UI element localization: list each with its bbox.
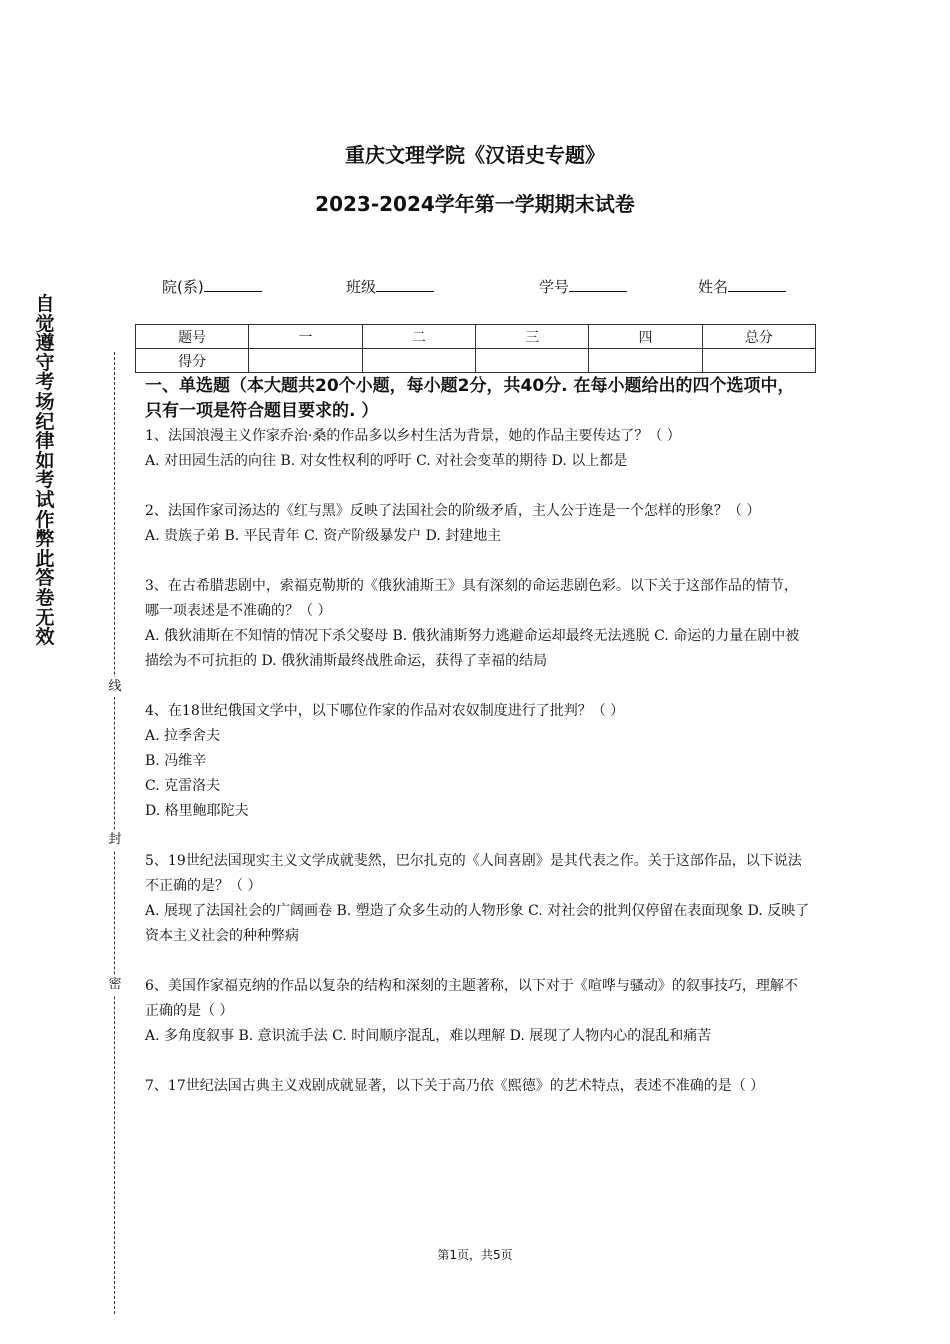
exam-title: 重庆文理学院《汉语史专题》: [345, 143, 605, 167]
class-blank[interactable]: [376, 277, 434, 292]
question-stem: 2、法国作家司汤达的《红与黑》反映了法国社会的阶级矛盾，主人公于连是一个怎样的形象？（ ）: [145, 503, 761, 519]
score-table: [135, 324, 816, 373]
name-field[interactable]: [698, 276, 786, 297]
question-stem: 7、17世纪法国古典主义戏剧成就显著，以下关于高乃依《熙德》的艺术特点，表述不准确的是（ ）: [145, 1078, 765, 1094]
score-header-cell: 总分: [702, 325, 815, 349]
score-table-score-row: [136, 349, 816, 373]
student-id-blank[interactable]: [569, 277, 627, 292]
department-field[interactable]: [162, 276, 262, 297]
score-header-cell: 二: [362, 325, 475, 349]
department-blank[interactable]: [204, 277, 262, 292]
student-id-field[interactable]: [539, 276, 627, 297]
question-options: A. 俄狄浦斯在不知情的情况下杀父娶母 B. 俄狄浦斯努力逃避命运却最终无法逃脱 C. 命运的力量在剧中被描绘为不可抗拒的 D. 俄狄浦斯最终战胜命运，获得了幸福的结局: [145, 628, 800, 669]
question-option: A. 拉季舍夫: [145, 728, 221, 744]
question-stem: 4、在18世纪俄国文学中，以下哪位作家的作品对农奴制度进行了批判？（ ）: [145, 703, 625, 719]
name-blank[interactable]: [728, 277, 786, 292]
question-stem: 3、在古希腊悲剧中，索福克勒斯的《俄狄浦斯王》具有深刻的命运悲剧色彩。以下关于这部作品的情节，哪一项表述是不准确的？（ ）: [145, 578, 798, 619]
cut-label-seal: 封: [106, 830, 124, 850]
question: [145, 499, 810, 549]
question: [145, 699, 810, 824]
score-cell[interactable]: [589, 349, 702, 373]
score-header-cell: 题号: [136, 325, 249, 349]
score-cell[interactable]: [362, 349, 475, 373]
question-stem: 5、19世纪法国现实主义文学成就斐然，巴尔扎克的《人间喜剧》是其代表之作。关于这部作品，以下说法不正确的是？（ ）: [145, 853, 802, 894]
question: [145, 849, 810, 949]
question: [145, 1074, 810, 1099]
question-stem: 1、法国浪漫主义作家乔治·桑的作品多以乡村生活为背景，她的作品主要传达了？（ ）: [145, 428, 681, 444]
page-footer: 第1页，共5页: [437, 1248, 513, 1262]
score-header-cell: 四: [589, 325, 702, 349]
question-options: A. 多角度叙事 B. 意识流手法 C. 时间顺序混乱，难以理解 D. 展现了人物内心的混乱和痛苦: [145, 1028, 712, 1044]
student-info-row: [0, 276, 950, 298]
question: [145, 974, 810, 1049]
question-option: C. 克雷洛夫: [145, 778, 221, 794]
department-label: 院(系): [162, 278, 204, 296]
student-id-label: 学号: [539, 278, 570, 296]
question-option: B. 冯维辛: [145, 753, 207, 769]
question-option: D. 格里鲍耶陀夫: [145, 803, 249, 819]
exam-content: [145, 374, 810, 1099]
cut-label-secret: 密: [106, 975, 124, 995]
section-title: 一、单选题（本大题共20个小题，每小题2分，共40分. 在每小题给出的四个选项中，只有一项是符合题目要求的. ）: [145, 376, 795, 421]
name-label: 姓名: [698, 278, 729, 296]
score-table-header-row: [136, 325, 816, 349]
score-header-cell: 一: [249, 325, 362, 349]
score-cell[interactable]: [249, 349, 362, 373]
score-header-cell: 三: [475, 325, 588, 349]
question-options: A. 展现了法国社会的广阔画卷 B. 塑造了众多生动的人物形象 C. 对社会的批判仅停留在表面现象 D. 反映了资本主义社会的种种弊病: [145, 903, 810, 944]
class-label: 班级: [346, 278, 377, 296]
class-field[interactable]: [346, 276, 434, 297]
question: [145, 424, 810, 474]
exam-subtitle: 2023-2024学年第一学期期末试卷: [315, 192, 635, 216]
cut-label-line: 线: [106, 677, 124, 697]
question-options: A. 贵族子弟 B. 平民青年 C. 资产阶级暴发户 D. 封建地主: [145, 528, 502, 544]
question-stem: 6、美国作家福克纳的作品以复杂的结构和深刻的主题著称，以下对于《喧哗与骚动》的叙事技巧，理解不正确的是（ ）: [145, 978, 798, 1019]
score-cell[interactable]: [702, 349, 815, 373]
score-cell[interactable]: [475, 349, 588, 373]
question-options: A. 对田园生活的向往 B. 对女性权利的呼吁 C. 对社会变革的期待 D. 以上都是: [145, 453, 628, 469]
side-notice: 自觉遵守考场纪律如考试作弊此答卷无效: [35, 293, 55, 649]
score-row-label: 得分: [136, 349, 249, 373]
question: [145, 574, 810, 674]
